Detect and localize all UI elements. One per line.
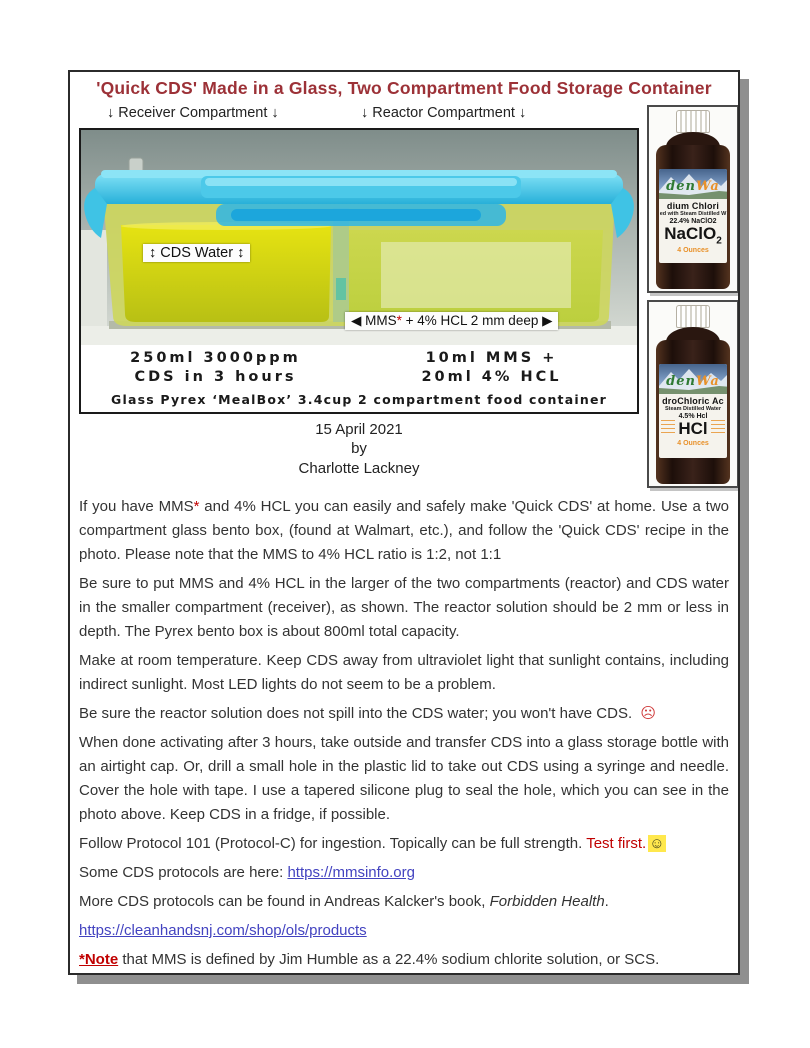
bottle-label [659, 169, 727, 263]
reactor-compartment-label: ↓ Reactor Compartment ↓ [361, 105, 527, 121]
byline-author: Charlotte Lackney [298, 460, 420, 478]
document-page [68, 70, 740, 975]
reactor-caption-line2: 20ml 4% HCL [421, 368, 562, 385]
container-photo [81, 130, 637, 345]
book-title: Forbidden Health [489, 893, 605, 910]
reactor-depth-text-2: + 4% HCL 2 mm deep ▶ [401, 313, 553, 328]
test-first-warning: Test first. [586, 835, 647, 852]
smiley-emoji: ☺ [649, 835, 665, 852]
paragraph-footnote [79, 948, 729, 972]
paragraph-transfer: When done activating after 3 hours, take outside and transfer CDS into a glass storage bottle with an airtight cap. Or, drill a small hole in the plastic lid to take out CDS using a syringe and needle. Cover the hole with tape. I use a tapered silicone plug to seal the hole, which you can see in the photo above. Keep CDS in a fridge, if possible. [79, 734, 729, 823]
hydrochloric-acid-bottle-image [647, 300, 739, 488]
photo-caption [81, 345, 637, 412]
note-marker: *Note [79, 951, 119, 968]
compartment-labels [79, 103, 639, 128]
text-run: . [604, 893, 609, 910]
reactor-depth-label [345, 312, 558, 330]
byline-date: 15 April 2021 [315, 420, 403, 438]
brand-text [659, 179, 727, 194]
reactor-depth-text: ◀ MMS [351, 313, 397, 328]
byline-by: by [351, 440, 367, 458]
paragraph-spill-warning [79, 702, 729, 726]
figure-section [79, 103, 729, 488]
cds-water-label: ↕ CDS Water ↕ [143, 244, 250, 262]
paragraph-book [79, 890, 729, 914]
paragraph-protocols-link [79, 861, 729, 885]
paragraph-shop-link [79, 919, 729, 943]
label-side-text [661, 420, 675, 436]
mountain-banner [659, 169, 727, 199]
bottle-size: 4 Ounces [677, 247, 709, 255]
receiver-caption [83, 349, 348, 387]
bottle-subtitle: ed with Steam Distilled W [659, 211, 727, 217]
page-title: 'Quick CDS' Made in a Glass, Two Compartment Food Storage Container [96, 78, 712, 98]
reactor-caption [348, 349, 635, 387]
text-run: that MMS is defined by Jim Humble as a 22.4% sodium chlorite solution, or SCS. [118, 951, 660, 968]
receiver-caption-line1: 250ml 3000ppm [130, 350, 301, 366]
receiver-caption-line2: CDS in 3 hours [134, 368, 297, 385]
bottle-size: 4 Ounces [677, 439, 709, 447]
mms-asterisk: * [193, 498, 200, 515]
photo-box [79, 128, 639, 414]
formula-main: NaClO [664, 224, 717, 243]
formula-main: HCl [678, 419, 708, 438]
bottle-label [659, 364, 727, 458]
label-side-text [711, 420, 725, 436]
bottle-cap [676, 110, 710, 133]
paragraph-temperature: Make at room temperature. Keep CDS away from ultraviolet light that sunlight contains, including indirect sunlight. Most LED lights do not seem to be a problem. [79, 652, 729, 693]
text-run: and 4% HCL you can easily and safely make 'Quick CDS' at home. Use a two compartment glass bento box, (found at Walmart, etc.), and follow the 'Quick CDS' recipe in the photo. Please note that the MMS to 4% HCL ratio is 1:2, not 1:1 [79, 498, 729, 563]
byline [79, 420, 639, 479]
container-caption: Glass Pyrex ‘MealBox’ 3.4cup 2 compartment food container [111, 391, 607, 407]
bottle-formula [659, 225, 727, 246]
paragraph-intro [79, 495, 729, 567]
bottle-concentration: 22.4% NaClO2 [669, 218, 717, 225]
brand-green: den [666, 374, 696, 389]
brand-orange: Wa [695, 179, 720, 194]
sodium-chlorite-bottle-image [647, 105, 739, 293]
photo-column [79, 103, 639, 488]
formula-sub: 2 [716, 235, 722, 247]
bottle-body [656, 340, 730, 484]
brand-green: den [666, 179, 696, 194]
bottle-cap [676, 305, 710, 328]
text-run: More CDS protocols can be found in Andreas Kalcker's book, [79, 893, 490, 910]
brand-text [659, 374, 727, 389]
bottles-column [647, 103, 739, 488]
bottle-title: droChloric Ac [662, 396, 724, 406]
receiver-compartment-label: ↓ Receiver Compartment ↓ [107, 105, 279, 121]
bottle-concentration: 4.5% Hcl [678, 413, 708, 420]
text-run: Follow Protocol 101 (Protocol-C) for ingestion. Topically can be full strength. [79, 835, 587, 852]
brand-orange: Wa [695, 374, 720, 389]
body-text [79, 495, 729, 972]
mms-asterisk: * [396, 313, 402, 328]
text-run: Be sure the reactor solution does not spill into the CDS water; you won't have CDS. [79, 705, 637, 722]
text-run: If you have MMS [79, 498, 194, 515]
paragraph-compartments: Be sure to put MMS and 4% HCL in the larger of the two compartments (reactor) and CDS water in the smaller compartment (receiver), as shown. The reactor solution should be 2 mm or less in depth. The Pyrex bento box is about 800ml total capacity. [79, 575, 729, 640]
bottle-subtitle: Steam Distilled Water [664, 406, 722, 412]
mountain-banner [659, 364, 727, 394]
text-run: Some CDS protocols are here: [79, 864, 288, 881]
paragraph-protocol [79, 832, 729, 856]
reactor-caption-line1: 10ml MMS + [425, 350, 558, 366]
cleanhandsnj-link[interactable]: https://cleanhandsnj.com/shop/ols/products [79, 922, 367, 939]
bottle-body [656, 145, 730, 289]
mmsinfo-link[interactable]: https://mmsinfo.org [287, 864, 415, 881]
frown-emoji: ☹ [640, 705, 656, 722]
bottle-title: dium Chlori [666, 201, 720, 211]
